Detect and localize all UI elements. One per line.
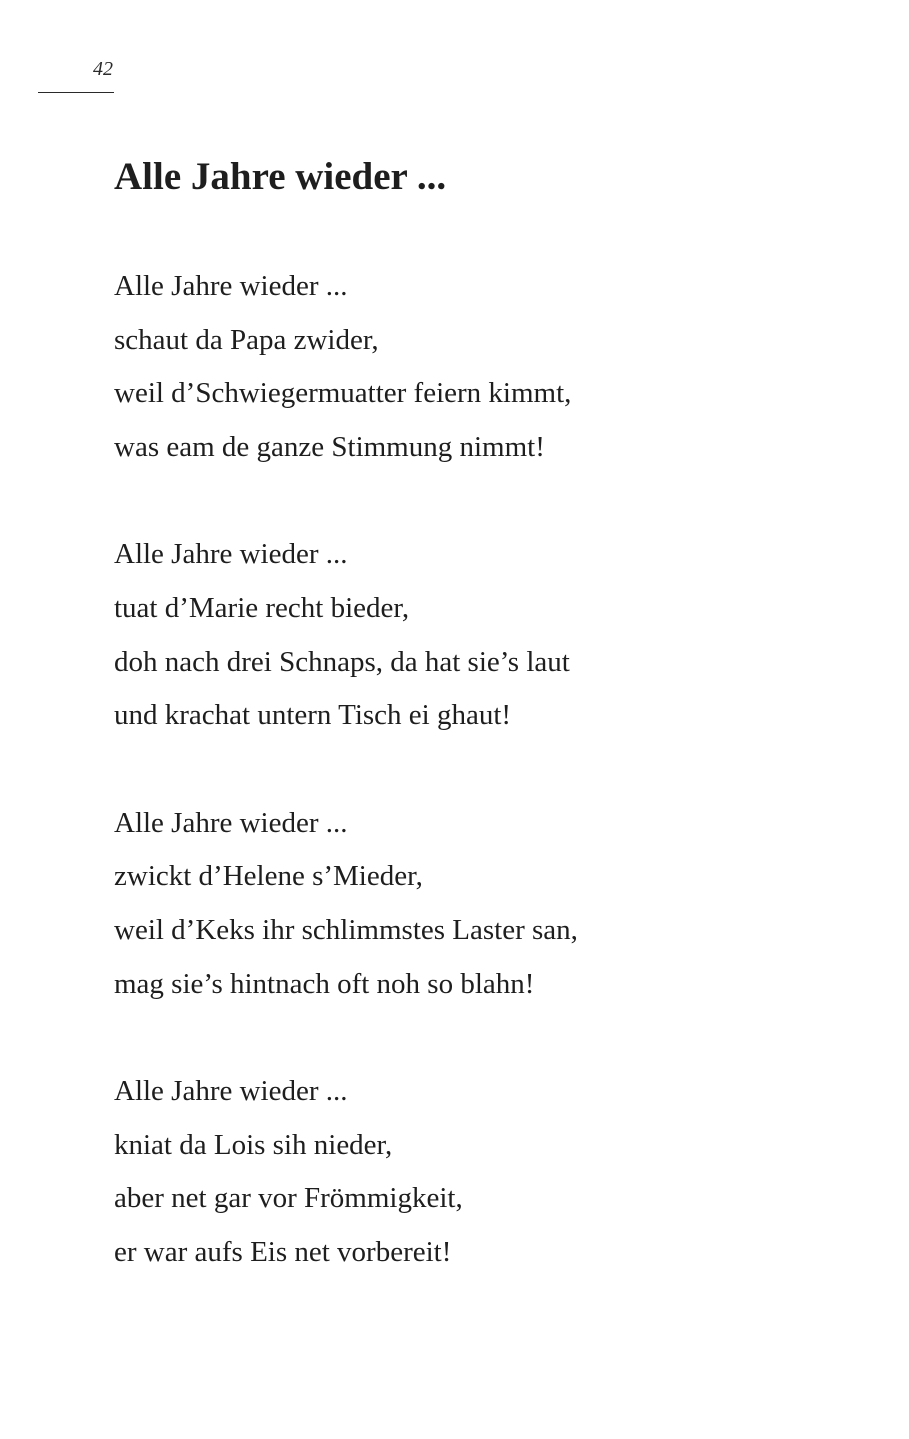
- page-number-rule: [38, 92, 114, 93]
- poem-title: Alle Jahre wieder ...: [114, 155, 447, 198]
- stanza-2: [114, 528, 578, 742]
- poem-line: was eam de ganze Stimmung nimmt!: [114, 430, 545, 463]
- poem-line: Alle Jahre wieder ...: [114, 1075, 348, 1108]
- poem-line: und krachat untern Tisch ei ghaut!: [114, 699, 512, 732]
- stanza-3: [114, 797, 578, 1011]
- poem-line: er war aufs Eis net vorbereit!: [114, 1235, 452, 1268]
- poem-line: weil d’Keks ihr schlimmstes Laster san,: [114, 913, 578, 946]
- poem-line: Alle Jahre wieder ...: [114, 270, 348, 302]
- poem-line: tuat d’Marie recht bieder,: [114, 591, 410, 624]
- poem-line: mag sie’s hintnach oft noh so blahn!: [114, 967, 535, 1000]
- poem-line: schaut da Papa zwider,: [114, 323, 379, 356]
- poem-body: [114, 260, 578, 1334]
- page-number: 42: [93, 58, 113, 80]
- poem-line: Alle Jahre wieder ...: [114, 806, 348, 839]
- poem-line: doh nach drei Schnaps, da hat sie’s laut: [114, 645, 570, 678]
- poem-line: Alle Jahre wieder ...: [114, 538, 348, 571]
- poem-line: weil d’Schwiegermuatter feiern kimmt,: [114, 377, 572, 410]
- stanza-4: [114, 1065, 578, 1279]
- stanza-1: [114, 260, 578, 474]
- poem-line: zwickt d’Helene s’Mieder,: [114, 860, 423, 893]
- poem-line: kniat da Lois sih nieder,: [114, 1128, 393, 1161]
- poem-line: aber net gar vor Frömmigkeit,: [114, 1182, 463, 1215]
